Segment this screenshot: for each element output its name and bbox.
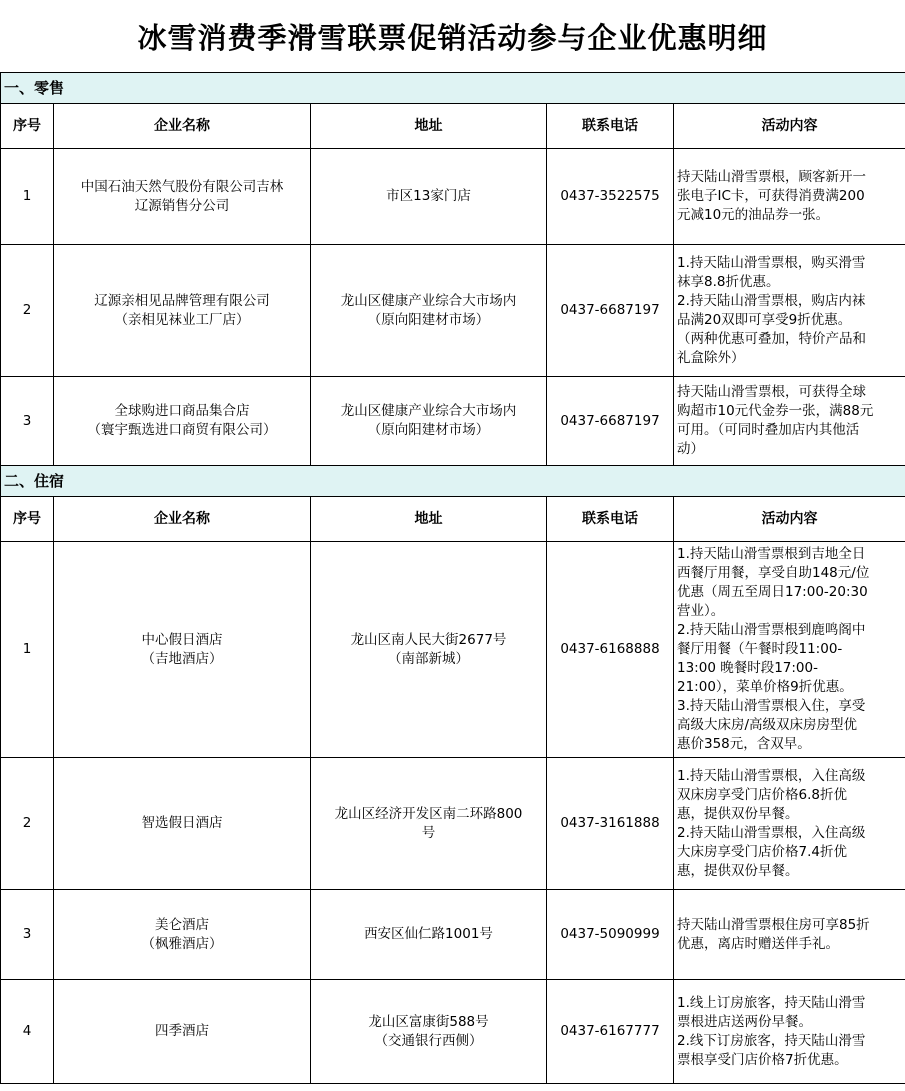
header-no: 序号 — [1, 104, 54, 149]
phone-number: 0437-6687197 — [547, 377, 674, 466]
table-row — [1, 758, 905, 890]
address-line: （原向阳建材市场） — [367, 311, 490, 328]
phone-number: 0437-6168888 — [547, 542, 674, 758]
promotion-content — [674, 377, 905, 466]
promotion-content-line: 可用。（可同时叠加店内其他活 — [677, 422, 860, 438]
promotion-content — [674, 980, 905, 1084]
promotion-content-line: （两种优惠可叠加，特价产品和 — [677, 330, 866, 347]
promotion-content-line: 惠价358元，含双早。 — [677, 736, 811, 752]
address-line: 号 — [421, 824, 436, 841]
promotion-content-line: 持天陆山滑雪票根，顾客新开一 — [677, 169, 866, 185]
address — [311, 758, 547, 890]
promotion-content-line: 西餐厅用餐，享受自助148元/位 — [677, 565, 870, 581]
company-name-line: 美仑酒店 — [155, 916, 209, 933]
company-name-line: 四季酒店 — [155, 1023, 209, 1039]
header-address: 地址 — [311, 497, 547, 542]
address — [311, 377, 547, 466]
table-row — [1, 245, 905, 377]
promotion-content-line: 票根享受门店价格7折优惠。 — [677, 1051, 848, 1068]
company-name-line: 辽源销售分公司 — [134, 197, 230, 214]
company-name-line: 中国石油天然气股份有限公司吉林 — [80, 178, 284, 195]
promotion-content-line: 21:00），菜单价格9折优惠。 — [677, 679, 853, 695]
address-line: 龙山区健康产业综合大市场内 — [340, 292, 517, 309]
address-line: 龙山区富康街588号 — [368, 1013, 489, 1030]
promotion-content-line: 3.持天陆山滑雪票根入住，享受 — [677, 698, 866, 714]
row-number: 2 — [1, 245, 54, 377]
column-header-row — [1, 497, 905, 542]
company-name-line: 智选假日酒店 — [141, 815, 223, 831]
section-header — [1, 466, 905, 497]
address — [311, 542, 547, 758]
promotion-content-line: 动） — [677, 441, 704, 457]
promotion-content-line: 餐厅用餐（午餐时段11:00- — [677, 641, 843, 657]
company-name-line: （枫雅酒店） — [141, 935, 223, 952]
address — [311, 980, 547, 1084]
phone-number: 0437-6167777 — [547, 980, 674, 1084]
company-name-line: （亲相见袜业工厂店） — [114, 311, 250, 328]
header-name: 企业名称 — [54, 497, 311, 542]
table-row — [1, 890, 905, 980]
promotion-content-line: 1.线上订房旅客，持天陆山滑雪 — [677, 994, 866, 1011]
promotion-content — [674, 245, 905, 377]
table-row — [1, 542, 905, 758]
table-row — [1, 377, 905, 466]
promotion-content-line: 优惠（周五至周日17:00-20:30 — [677, 584, 868, 600]
company-name — [54, 980, 311, 1084]
address-line: （原向阳建材市场） — [367, 422, 490, 438]
section-label: 二、住宿 — [1, 466, 905, 497]
address-line: 市区13家门店 — [386, 188, 471, 204]
promotion-content — [674, 542, 905, 758]
promotion-content-line: 2.持天陆山滑雪票根，购店内袜 — [677, 292, 866, 309]
promotion-content-line: 袜享8.8折优惠。 — [677, 273, 780, 290]
section-label: 一、零售 — [1, 73, 905, 104]
promotion-content — [674, 149, 905, 245]
phone-number: 0437-3522575 — [547, 149, 674, 245]
header-no: 序号 — [1, 497, 54, 542]
promotion-content — [674, 758, 905, 890]
promotion-content-line: 1.持天陆山滑雪票根，购买滑雪 — [677, 254, 866, 271]
table-row — [1, 149, 905, 245]
header-phone: 联系电话 — [547, 497, 674, 542]
row-number: 4 — [1, 980, 54, 1084]
address-line: 龙山区南人民大街2677号 — [350, 631, 507, 648]
company-name — [54, 542, 311, 758]
phone-number: 0437-3161888 — [547, 758, 674, 890]
company-name-line: 辽源亲相见品牌管理有限公司 — [94, 292, 270, 309]
promotion-content-line: 营业）。 — [677, 603, 725, 619]
address — [311, 245, 547, 377]
promotion-table — [0, 72, 905, 1084]
promotion-content-line: 惠，提供双份早餐。 — [677, 805, 799, 822]
promotion-content-line: 1.持天陆山滑雪票根，入住高级 — [677, 767, 866, 784]
promotion-content-line: 2.线下订房旅客，持天陆山滑雪 — [677, 1032, 866, 1049]
promotion-content-line: 张电子IC卡，可获得消费满200 — [677, 188, 865, 204]
address-line: 龙山区经济开发区南二环路800 — [334, 805, 523, 822]
section-header — [1, 73, 905, 104]
promotion-content-line: 持天陆山滑雪票根，可获得全球 — [677, 384, 866, 400]
company-name-line: 中心假日酒店 — [141, 631, 223, 648]
promotion-content-line: 惠，提供双份早餐。 — [677, 862, 799, 879]
company-name — [54, 890, 311, 980]
page-title: 冰雪消费季滑雪联票促销活动参与企业优惠明细 — [137, 20, 768, 55]
company-name-line: （吉地酒店） — [141, 650, 223, 667]
company-name — [54, 377, 311, 466]
promotion-content-line: 13:00 晚餐时段17:00- — [677, 660, 818, 676]
company-name-line: 全球购进口商品集合店 — [114, 403, 250, 419]
promotion-content-line: 礼盒除外） — [677, 349, 745, 366]
promotion-content-line: 2.持天陆山滑雪票根到鹿鸣阁中 — [677, 622, 866, 638]
promotion-content-line: 票根进店送两份早餐。 — [677, 1013, 812, 1030]
address — [311, 149, 547, 245]
header-address: 地址 — [311, 104, 547, 149]
address-line: （交通银行西侧） — [374, 1032, 483, 1049]
phone-number: 0437-6687197 — [547, 245, 674, 377]
company-name — [54, 758, 311, 890]
promotion-content-line: 优惠，离店时赠送伴手礼。 — [677, 935, 839, 952]
address-line: 西安区仙仁路1001号 — [364, 926, 493, 942]
promotion-content-line: 大床房享受门店价格7.4折优 — [677, 843, 847, 860]
promotion-content — [674, 890, 905, 980]
address-line: 龙山区健康产业综合大市场内 — [340, 403, 517, 419]
row-number: 1 — [1, 542, 54, 758]
address — [311, 890, 547, 980]
address-line: （南部新城） — [388, 650, 469, 667]
company-name — [54, 245, 311, 377]
column-header-row — [1, 104, 905, 149]
table-row — [1, 980, 905, 1084]
promotion-content-line: 元减10元的油品券一张。 — [677, 207, 830, 223]
promotion-content-line: 1.持天陆山滑雪票根到吉地全日 — [677, 546, 866, 562]
row-number: 2 — [1, 758, 54, 890]
promotion-content-line: 2.持天陆山滑雪票根，入住高级 — [677, 824, 866, 841]
row-number: 1 — [1, 149, 54, 245]
company-name — [54, 149, 311, 245]
row-number: 3 — [1, 377, 54, 466]
row-number: 3 — [1, 890, 54, 980]
header-phone: 联系电话 — [547, 104, 674, 149]
header-content: 活动内容 — [674, 104, 905, 149]
promotion-content-line: 购超市10元代金券一张，满88元 — [677, 403, 874, 419]
phone-number: 0437-5090999 — [547, 890, 674, 980]
header-content: 活动内容 — [674, 497, 905, 542]
promotion-content-line: 持天陆山滑雪票根住房可享85折 — [677, 916, 870, 933]
promotion-content-line: 双床房享受门店价格6.8折优 — [677, 786, 847, 803]
promotion-content-line: 品满20双即可享受9折优惠。 — [677, 311, 852, 328]
company-name-line: （寰宇甄选进口商贸有限公司） — [87, 422, 277, 438]
promotion-content-line: 高级大床房/高级双床房房型优 — [677, 717, 858, 733]
header-name: 企业名称 — [54, 104, 311, 149]
